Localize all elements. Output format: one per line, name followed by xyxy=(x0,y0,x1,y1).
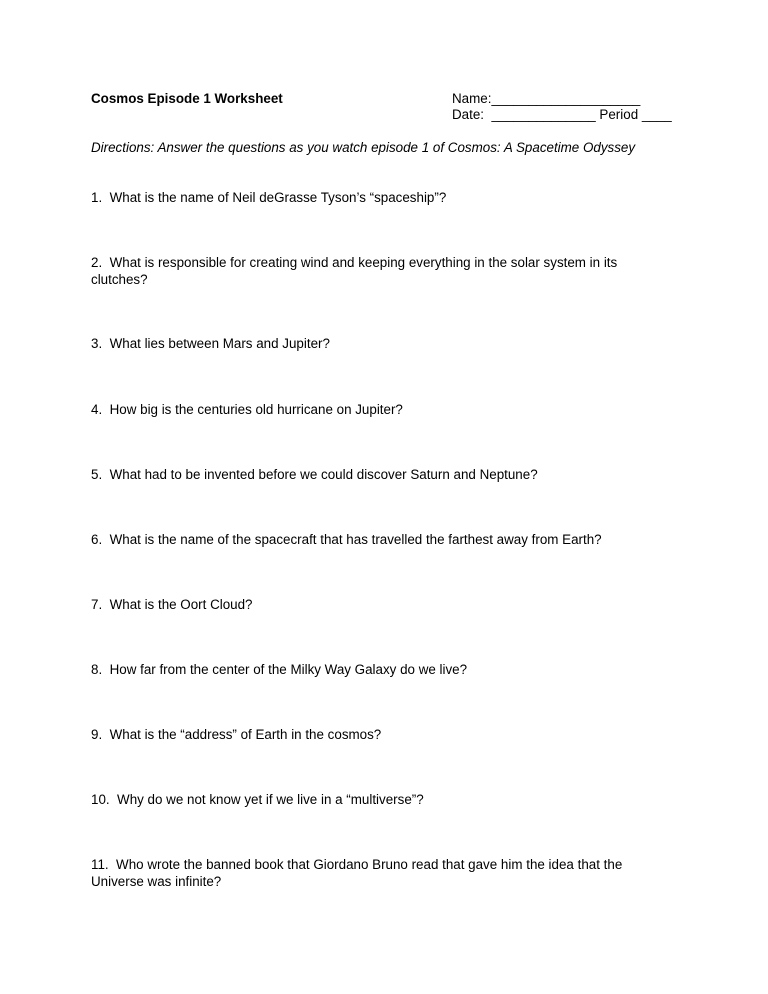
question-3: 3. What lies between Mars and Jupiter? xyxy=(91,336,330,351)
question-8: 8. How far from the center of the Milky Way Galaxy do we live? xyxy=(91,662,468,677)
question-10: 10. Why do we not know yet if we live in a “multiverse”? xyxy=(91,792,424,807)
worksheet-title: Cosmos Episode 1 Worksheet xyxy=(91,91,283,106)
question-11: 11. Who wrote the banned book that Giordano Bruno read that gave him the idea that the Universe was infinite? xyxy=(91,857,626,889)
question-4: 4. How big is the centuries old hurricane on Jupiter? xyxy=(91,402,403,417)
question-7: 7. What is the Oort Cloud? xyxy=(91,597,253,612)
question-1: 1. What is the name of Neil deGrasse Tyson’s “spaceship”? xyxy=(91,190,447,205)
question-2: 2. What is responsible for creating wind and keeping everything in the solar system in its clutches? xyxy=(91,255,621,287)
question-9: 9. What is the “address” of Earth in the cosmos? xyxy=(91,727,382,742)
name-field-label: Name:____________________ xyxy=(452,91,641,106)
directions-text: Directions: Answer the questions as you watch episode 1 of Cosmos: A Spacetime Odyssey xyxy=(91,140,636,155)
question-6: 6. What is the name of the spacecraft that has travelled the farthest away from Earth? xyxy=(91,532,602,547)
question-5: 5. What had to be invented before we could discover Saturn and Neptune? xyxy=(91,467,538,482)
date-period-field-label: Date: ______________ Period ____ xyxy=(452,107,672,122)
